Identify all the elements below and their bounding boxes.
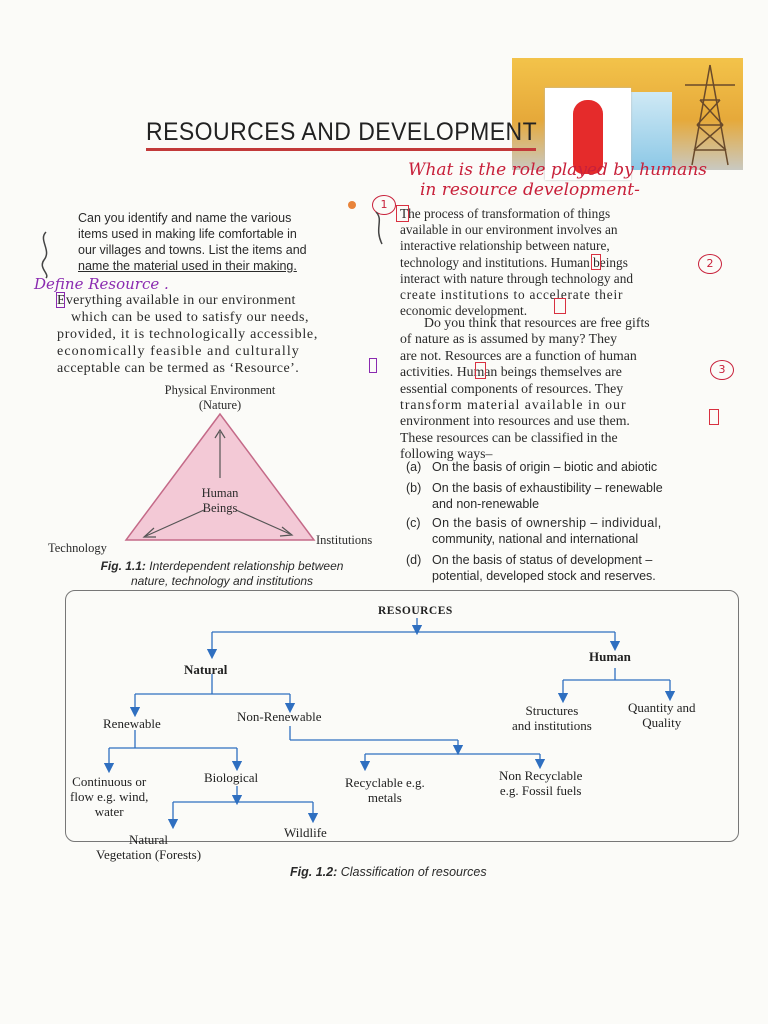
fig1-caption [72,559,372,589]
fig2-node-text: metals [367,790,402,805]
fig2-node-text: Continuous or [72,774,147,789]
fig2-caption [290,865,487,879]
fig2-node-natural-vegetation [96,832,201,862]
paragraph-line: The process of transformation of things [400,206,611,221]
list-item-text: and non-renewable [432,497,540,511]
handwritten-question-line1: What is the role played by humans [408,160,707,180]
annotation-bracket [711,411,717,423]
fig2-node-quantity-quality [628,700,696,730]
activity-box [78,210,362,274]
annotation-marker-2: 2 [698,254,722,274]
fig2-node-text: water [94,804,124,819]
transmission-tower-icon [680,60,740,170]
list-item [406,459,663,476]
definition-line: which can be used to satisfy our needs, [71,310,309,325]
fig2-node-human: Human [589,649,631,664]
annotation-bracket [56,292,65,308]
activity-bullet-icon [348,201,356,209]
fig2-node-text: Quality [642,715,682,730]
fig2-node-text: Natural [129,832,169,847]
list-item-text: On the basis of exhaustibility – renewable [432,480,663,495]
fig2-node-structures [512,703,592,733]
activity-line: items used in making life comfortable in [78,227,297,241]
fig2-node-wildlife: Wildlife [284,825,327,840]
fig2-node-text: Recyclable e.g. [345,775,425,790]
fig2-node-text: Quantity and [628,700,696,715]
paragraph-line: activities. Human beings themselves are [400,364,622,380]
paragraph-line: available in our environment involves an [400,222,618,238]
list-item-text: On the basis of ownership – individual, [432,515,662,530]
handwritten-question-line2: in resource development- [420,180,640,200]
resource-definition [57,292,318,377]
fig1-institutions-label: Institutions [316,533,373,547]
waterfall-illustration [630,92,672,170]
definition-line: acceptable can be termed as ‘Resource’. [57,361,300,376]
paragraph-line: are not. Resources are a function of human [400,347,637,363]
paragraph-line: transform material available in our [400,397,627,413]
fig2-node-non-recyclable [499,768,582,798]
fig1-technology-label: Technology [48,541,107,555]
list-item-text: community, national and international [432,532,639,546]
title-underline [146,148,536,151]
fig2-node-biological: Biological [204,770,259,785]
fig2-node-text: Structures [525,703,579,718]
fig2-caption-number: Fig. 1.2: [290,865,338,879]
handwritten-define-note: Define Resource . [34,275,169,293]
annotation-bracket [369,358,377,373]
fig2-node-renewable: Renewable [103,716,161,731]
fig1-label-line: (Nature) [198,398,242,412]
list-item-label: (a) [406,460,422,474]
list-item [406,552,663,585]
fig2-node-text: flow e.g. wind, [70,789,149,804]
activity-line: our villages and towns. List the items and [78,243,307,257]
paragraph-line: Do you think that resources are free gifts [424,315,650,330]
fig1-human-beings-label [180,486,260,516]
paragraph-line: interact with nature through technology and [400,270,633,286]
paragraph-line: environment into resources and use them. [400,413,630,429]
fig2-node-non-renewable: Non-Renewable [237,709,322,724]
fig2-node-continuous [70,774,148,819]
fig2-node-natural: Natural [184,662,228,677]
definition-line: economically feasible and culturally [57,344,300,359]
fig2-node-text: Non Recyclable [499,768,583,783]
fig1-label-line: Physical Environment [164,383,276,397]
list-item-text: On the basis of origin – biotic and abiotic [432,460,658,474]
list-item [406,515,663,548]
fig1-label-line: Human [201,486,239,500]
paragraph-line: These resources can be classified in the [400,429,618,445]
list-item-text: potential, developed stock and reserves. [432,569,656,583]
activity-scroll-icon [372,210,386,246]
activity-line: name the material used in their making. [78,259,297,273]
activity-line: Can you identify and name the various [78,211,292,225]
list-item-label: (d) [406,552,422,567]
definition-line: Everything available in our environment [57,293,296,308]
list-item-label: (b) [406,480,422,495]
list-item-text: On the basis of status of development – [432,552,653,567]
fig2-node-resources: RESOURCES [378,605,453,617]
fig1-caption-number: Fig. 1.1: [100,559,146,573]
fig2-node-text: e.g. Fossil fuels [499,783,582,798]
paragraph-line: essential components of resources. They [400,380,624,396]
paragraph-line: technology and institutions. Human beings [400,254,628,270]
classification-list [406,459,663,585]
fig1-physical-environment-label [140,383,300,413]
annotation-bracket [556,300,564,312]
annotation-marker-3: 3 [710,360,734,380]
free-gifts-paragraph [400,315,650,463]
fig1-label-line: Beings [202,501,238,515]
fig2-node-recyclable [345,775,425,805]
paragraph-line: economic development. [400,303,528,319]
annotation-bracket [593,256,599,268]
paragraph-line: of nature as is assumed by many? They [400,331,617,347]
definition-line: provided, it is technologically accessible, [57,327,319,342]
fig1-caption-text: Interdependent relationship between [149,559,344,573]
paragraph-line: following ways– [400,446,493,462]
paragraph-line: create institutions to accelerate their [400,287,624,303]
fig2-node-text: Vegetation (Forests) [96,847,202,862]
annotation-bracket [398,207,407,220]
fig1-triangle-diagram [120,410,320,545]
list-item [406,480,663,513]
list-item-label: (c) [406,515,421,530]
paragraph-line: interactive relationship between nature, [400,238,610,254]
fig2-caption-text: Classification of resources [340,865,487,879]
scroll-decoration-icon [36,230,56,280]
annotation-bracket [477,364,484,377]
fig1-caption-text: nature, technology and institutions [130,574,314,588]
fig2-node-text: and institutions [512,718,592,733]
annotation-marker-1: 1 [372,195,396,215]
page-title: RESOURCES AND DEVELOPMENT [146,118,538,146]
